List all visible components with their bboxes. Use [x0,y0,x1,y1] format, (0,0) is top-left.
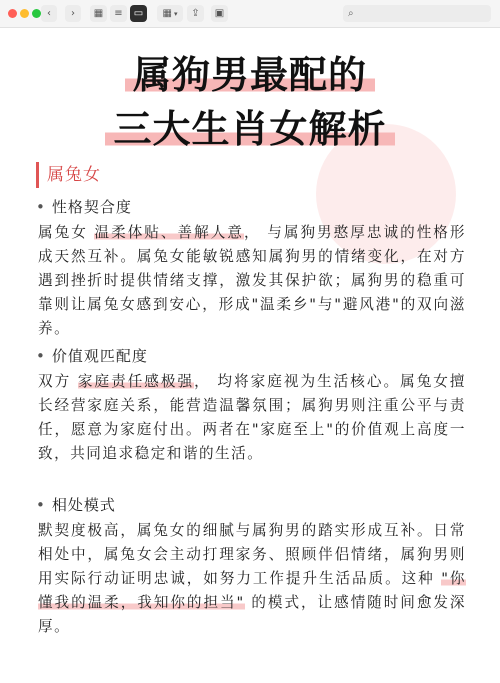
bullet-dot: • [36,198,46,216]
window-icon: ▭ [133,8,144,19]
title-line-1-text: 属狗男最配的 [125,53,375,97]
image-button[interactable] [211,5,228,22]
chevron-right-icon: › [71,8,75,19]
highlighted-phrase: 温柔体贴、善解人意 [94,224,244,241]
paragraph-values [38,370,466,466]
grid-view-button[interactable] [90,5,107,22]
chevron-left-icon: ‹ [47,8,51,19]
minimize-window-button[interactable] [20,9,29,18]
image-icon: ▣ [214,8,225,19]
subheading-label: 性格契合度 [51,198,132,216]
subheading-interaction [36,494,116,515]
subheading-label: 相处模式 [51,496,116,514]
share-button[interactable] [187,5,204,22]
zoom-window-button[interactable] [32,9,41,18]
page-view-button[interactable] [130,5,147,22]
paragraph-text: ， 均将家庭视为生活核心。属兔女擅长经营家庭关系，能营造温馨氛围；属狗男则注重公平与责任，愿意为家庭付出。两者在"家庭至上"的价值观上高度一致，共同追求稳定和谐的生活。 [38,373,467,462]
browser-toolbar [0,0,500,28]
display-options-button[interactable] [157,5,183,22]
back-button[interactable] [41,5,57,22]
panel-icon: ▦ [162,8,172,19]
highlighted-phrase: "你懂我的温柔，我知你的担当" [38,570,466,611]
chevron-down-icon: ▾ [173,9,178,18]
subheading-personality [36,196,132,217]
close-window-button[interactable] [8,9,17,18]
paragraph-interaction [38,519,466,639]
grid-icon: ▦ [93,8,104,19]
title-line-2 [0,98,500,153]
title-line-2-text: 三大生肖女解析 [105,107,394,151]
search-input[interactable] [358,7,482,20]
list-icon: ≡ [114,8,123,19]
search-icon: ⌕ [348,8,354,19]
subheading-values [36,345,148,366]
subheading-label: 价值观匹配度 [51,347,148,365]
section-heading: 属兔女 [36,162,101,188]
paragraph-text: ， 与属狗男憨厚忠诚的性格形成天然互补。属兔女能敏锐感知属狗男的情绪变化，在对方遇到挫折时提供情绪支撑，激发其保护欲；属狗男的稳重可靠则让属兔女感到安心，形成"温柔乡"与"避风港"的双向滋养。 [38,224,467,337]
paragraph-text: 默契度极高，属兔女的细腻与属狗男的踏实形成互补。日常相处中，属兔女会主动打理家务、照顾伴侣情绪，属狗男则用实际行动证明忠诚，如努力工作提升生活品质。这种 [38,522,466,587]
paragraph-text: 双方 [38,373,78,390]
bullet-dot: • [36,347,46,365]
document-page [0,28,500,683]
share-icon: ⇪ [191,8,200,19]
bullet-dot: • [36,496,46,514]
list-view-button[interactable] [110,5,127,22]
paragraph-text: 的模式，让感情随时间愈发深厚。 [38,594,466,635]
title-line-1 [0,44,500,99]
forward-button[interactable] [65,5,81,22]
search-field[interactable] [343,5,491,22]
paragraph-text: 属兔女 [38,224,95,241]
paragraph-personality [38,221,466,341]
highlighted-phrase: 家庭责任感极强 [77,373,195,390]
